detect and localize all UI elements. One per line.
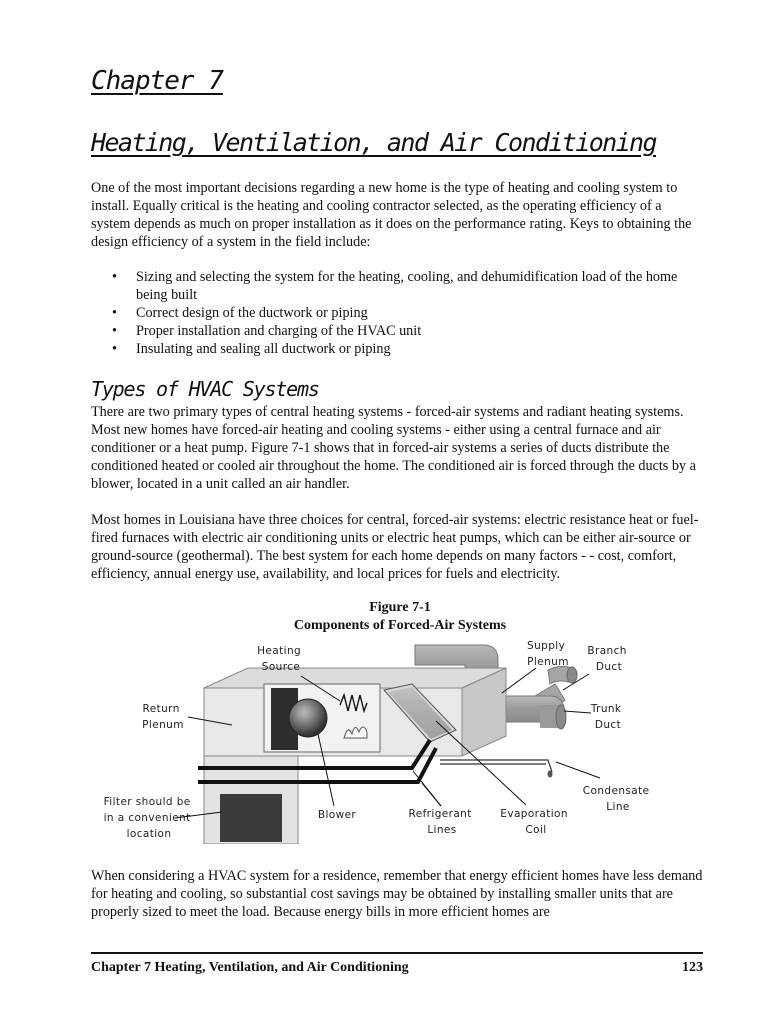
key-point: • Sizing and selecting the system for the heating, cooling, and dehumidification load of the home being built: [112, 268, 702, 304]
key-point: • Proper installation and charging of the HVAC unit: [112, 322, 702, 340]
section-paragraph-1: There are two primary types of central heating systems - forced-air systems and radiant heating systems. Most new homes have forced-air heating and cooling systems - either using a central furnace and air conditioner or a heat pump. Figure 7-1 shows that in forced-air systems a series of ducts distribute the conditioned heated or cooled air throughout the home. The conditioned air is forced through the ducts by a blower, located in a unit called an air handler.: [91, 404, 696, 492]
label-return-plenum: Return Plenum: [142, 703, 184, 731]
closing-paragraph: When considering a HVAC system for a residence, remember that energy efficient homes have less demand for heating and cooling, so substantial cost savings may be obtained by installing smaller units that are properly sized to meet the load. Because energy bills in more efficient homes are: [91, 868, 703, 920]
chapter-label: Chapter 7: [91, 66, 223, 96]
figure-caption: Components of Forced-Air Systems: [293, 618, 507, 633]
label-heating-source: Heating Source: [257, 645, 302, 673]
label-trunk-duct: Trunk Duct: [590, 703, 622, 731]
intro-paragraph: One of the most important decisions regarding a new home is the type of heating and cooling system to install. Equally critical is the heating and cooling contractor selected, as the operating efficiency of a system depends as much on proper installation as it does on the performance rating. Keys to obtaining the design efficiency of a system in the field include:: [91, 180, 692, 250]
label-filter-location: Filter should be in a convenient location: [103, 796, 191, 840]
key-points-list: [112, 268, 702, 358]
chapter-title: Heating, Ventilation, and Air Conditioning: [91, 128, 656, 157]
label-condensate-line: Condensate Line: [582, 785, 650, 813]
key-point: • Correct design of the ductwork or piping: [112, 304, 702, 322]
footer-rule: [91, 952, 703, 954]
section-heading: Types of HVAC Systems: [91, 377, 319, 401]
label-supply-plenum: Supply Plenum: [527, 640, 569, 668]
section-paragraph-2: Most homes in Louisiana have three choices for central, forced-air systems: electric resistance heat or fuel-fired furnaces with electric air conditioning units or electric heat pumps, which can be either air-source or ground-source (geothermal). The best system for each home depends on many factors - - cost, comfort, efficiency, annual energy use, availability, and local prices for fuels and electricity.: [91, 512, 699, 582]
label-blower: Blower: [317, 809, 357, 821]
key-point: • Insulating and sealing all ductwork or piping: [112, 340, 702, 358]
label-refrigerant-lines: Refrigerant Lines: [408, 808, 472, 836]
label-evaporation-coil: Evaporation Coil: [500, 808, 568, 836]
label-branch-duct: Branch Duct: [587, 645, 627, 673]
figure-number: Figure 7-1: [369, 600, 431, 615]
footer-chapter-title: Chapter 7 Heating, Ventilation, and Air Conditioning: [91, 960, 409, 975]
page-number: 123: [682, 960, 703, 975]
hvac-diagram: [90, 634, 690, 844]
